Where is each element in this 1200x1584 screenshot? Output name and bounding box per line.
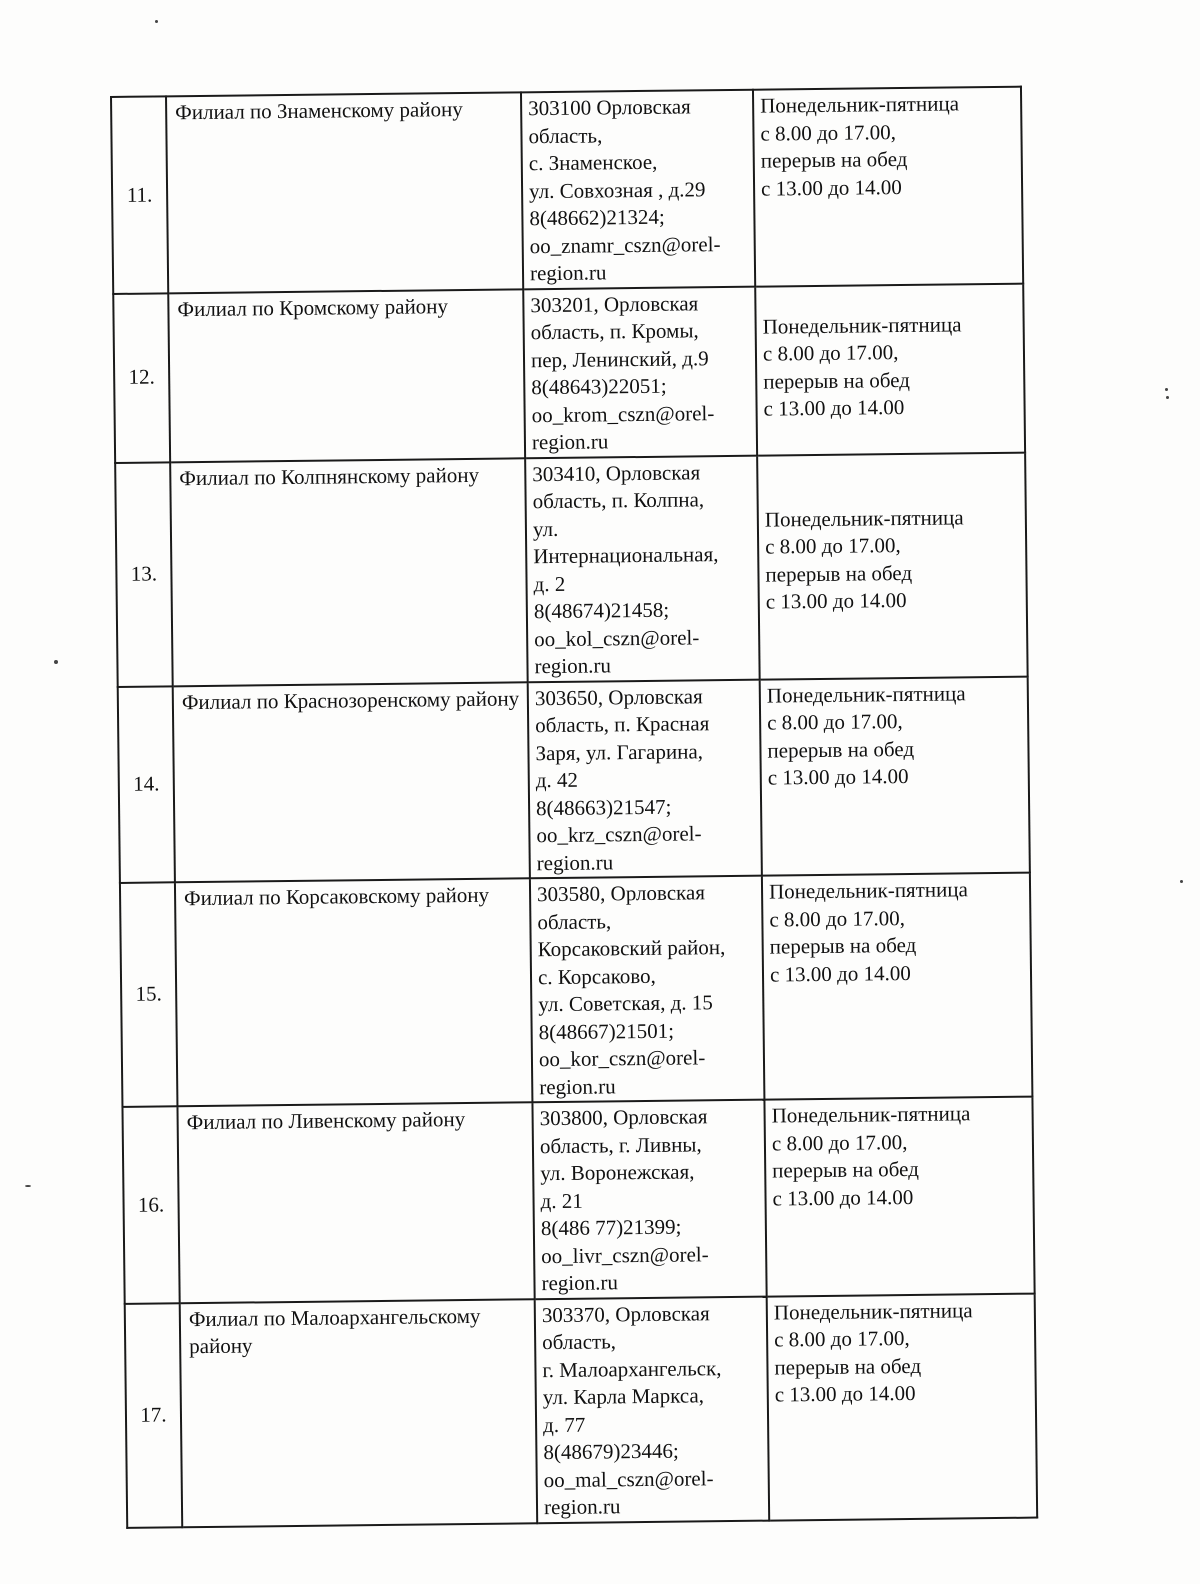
hours-line: Понедельник-пятница bbox=[771, 1101, 971, 1128]
branch-address bbox=[535, 1296, 770, 1523]
branch-name: Филиал по Знаменскому району bbox=[166, 92, 523, 293]
address-line: пер, Ленинский, д.9 bbox=[530, 345, 709, 372]
phone-line: 8(48674)21458; bbox=[533, 597, 670, 624]
hours-line: с 13.00 до 14.00 bbox=[772, 1184, 914, 1211]
row-number: 17. bbox=[125, 1303, 183, 1528]
email-line: oo_kol_cszn@orel- bbox=[534, 624, 700, 651]
address-line: д. 21 bbox=[540, 1188, 583, 1213]
hours-line: перерыв на обед bbox=[765, 560, 913, 587]
hours-line: Понедельник-пятница bbox=[760, 91, 960, 118]
address-line: с. Корсаково, bbox=[537, 963, 656, 989]
address-line: область, bbox=[528, 122, 603, 148]
address-line: д. 42 bbox=[535, 767, 579, 793]
working-hours bbox=[755, 283, 1025, 455]
branch-name: Филиал по Малоархангельскому району bbox=[180, 1299, 538, 1527]
hours-line: с 8.00 до 17.00, bbox=[774, 1326, 910, 1352]
branch-name: Филиал по Кромскому району bbox=[168, 289, 525, 462]
hours-line: Понедельник-пятница bbox=[773, 1297, 973, 1325]
hours-line: с 8.00 до 17.00, bbox=[767, 709, 903, 735]
address-line: 303410, Орловская bbox=[532, 459, 701, 486]
address-line: ул. bbox=[532, 516, 559, 541]
email-line: region.ru bbox=[541, 1270, 619, 1296]
email-line: oo_krom_cszn@orel- bbox=[531, 400, 715, 427]
address-line: область, г. Ливны, bbox=[539, 1131, 702, 1158]
phone-line: 8(48643)22051; bbox=[531, 373, 667, 400]
table-row bbox=[118, 676, 1030, 883]
working-hours bbox=[764, 1097, 1034, 1297]
address-line: ул. Советская, д. 15 bbox=[538, 990, 713, 1017]
hours-line: перерыв на обед bbox=[769, 932, 917, 959]
email-line: region.ru bbox=[539, 1073, 616, 1099]
working-hours bbox=[762, 873, 1033, 1100]
hours-line: с 8.00 до 17.00, bbox=[760, 119, 897, 146]
hours-line: с 13.00 до 14.00 bbox=[774, 1380, 916, 1407]
phone-line: 8(486 77)21399; bbox=[540, 1214, 682, 1241]
address-line: 303100 Орловская bbox=[528, 94, 691, 121]
branch-address bbox=[523, 286, 757, 458]
address-line: область, п. Кромы, bbox=[530, 318, 699, 345]
hours-line: с 8.00 до 17.00, bbox=[762, 340, 899, 366]
working-hours bbox=[753, 87, 1023, 287]
hours-line: с 13.00 до 14.00 bbox=[760, 174, 902, 201]
address-line: 303201, Орловская bbox=[530, 290, 699, 317]
branch-name: Филиал по Краснозоренскому району bbox=[173, 682, 530, 883]
phone-line: 8(48679)23446; bbox=[543, 1438, 679, 1465]
hours-line: перерыв на обед bbox=[763, 367, 911, 394]
hours-line: с 8.00 до 17.00, bbox=[765, 533, 901, 559]
address-line: область, п. Красная bbox=[535, 711, 710, 738]
phone-line: 8(48663)21547; bbox=[535, 794, 672, 820]
hours-line: перерыв на обед bbox=[760, 146, 908, 173]
address-line: ул. Карла Маркса, bbox=[542, 1383, 705, 1410]
hours-line: перерыв на обед bbox=[774, 1353, 922, 1380]
branch-address bbox=[525, 455, 760, 682]
address-line: область, п. Колпна, bbox=[532, 487, 705, 514]
hours-line: Понедельник-пятница bbox=[762, 311, 962, 339]
phone-line: 8(48662)21324; bbox=[529, 204, 665, 231]
hours-line: с 13.00 до 14.00 bbox=[765, 587, 907, 614]
working-hours bbox=[767, 1293, 1038, 1520]
hours-line: с 8.00 до 17.00, bbox=[771, 1129, 908, 1156]
address-line: Заря, ул. Гагарина, bbox=[535, 738, 704, 765]
email-line: region.ru bbox=[534, 653, 612, 679]
row-number: 11. bbox=[111, 96, 168, 293]
working-hours bbox=[760, 676, 1030, 876]
branch-address bbox=[521, 90, 755, 289]
address-line: ул. Совхозная , д.29 bbox=[528, 176, 706, 203]
hours-line: с 13.00 до 14.00 bbox=[769, 960, 911, 987]
address-line: 303370, Орловская bbox=[541, 1300, 710, 1327]
email-line: oo_znamr_cszn@orel- bbox=[529, 231, 721, 258]
table-row bbox=[113, 283, 1025, 462]
address-line: Корсаковский район, bbox=[537, 935, 726, 962]
table-row bbox=[111, 87, 1023, 294]
row-number: 15. bbox=[120, 882, 178, 1107]
email-line: oo_kor_cszn@orel- bbox=[538, 1045, 706, 1072]
branch-address bbox=[532, 1100, 766, 1299]
branch-name: Филиал по Ливенскому району bbox=[177, 1102, 534, 1303]
address-line: д. 77 bbox=[542, 1412, 586, 1437]
table-row bbox=[122, 1097, 1034, 1304]
email-line: oo_livr_cszn@orel- bbox=[541, 1241, 709, 1268]
row-number: 14. bbox=[118, 686, 175, 883]
hours-line: с 8.00 до 17.00, bbox=[769, 905, 906, 932]
row-number: 13. bbox=[115, 462, 173, 687]
email-line: oo_krz_cszn@orel- bbox=[536, 821, 702, 848]
address-line: ул. Воронежская, bbox=[540, 1159, 695, 1186]
address-line: область, bbox=[542, 1329, 617, 1355]
hours-line: перерыв на обед bbox=[772, 1156, 919, 1183]
table-row bbox=[115, 452, 1027, 686]
email-line: oo_mal_cszn@orel- bbox=[543, 1465, 714, 1492]
address-line: 303580, Орловская bbox=[536, 880, 706, 907]
branch-address bbox=[528, 679, 762, 878]
document-sheet bbox=[110, 86, 1036, 1529]
hours-line: перерыв на обед bbox=[767, 736, 915, 763]
hours-line: Понедельник-пятница bbox=[764, 504, 964, 532]
address-line: 303800, Орловская bbox=[539, 1104, 708, 1131]
branches-table bbox=[110, 86, 1038, 1529]
branch-name: Филиал по Корсаковскому району bbox=[175, 878, 533, 1106]
working-hours bbox=[757, 452, 1028, 679]
table-row bbox=[120, 873, 1032, 1107]
address-line: область, bbox=[537, 908, 612, 934]
branch-address bbox=[530, 876, 765, 1103]
hours-line: с 13.00 до 14.00 bbox=[767, 763, 909, 790]
address-line: с. Знаменское, bbox=[528, 149, 658, 176]
hours-line: Понедельник-пятница bbox=[768, 877, 968, 904]
table-row bbox=[125, 1293, 1037, 1527]
row-number: 16. bbox=[122, 1106, 179, 1303]
email-line: region.ru bbox=[529, 260, 607, 286]
address-line: 303650, Орловская bbox=[534, 683, 703, 710]
phone-line: 8(48667)21501; bbox=[538, 1018, 675, 1044]
hours-line: Понедельник-пятница bbox=[766, 680, 966, 708]
branch-name: Филиал по Колпнянскому району bbox=[170, 458, 528, 686]
row-number: 12. bbox=[113, 293, 170, 463]
address-line: д. 2 bbox=[533, 571, 566, 596]
hours-line: с 13.00 до 14.00 bbox=[763, 395, 905, 421]
email-line: region.ru bbox=[543, 1494, 621, 1520]
branches-table-body bbox=[111, 87, 1037, 1528]
address-line: г. Малоархангельск, bbox=[542, 1355, 722, 1382]
email-line: region.ru bbox=[531, 429, 609, 455]
email-line: region.ru bbox=[536, 849, 614, 875]
address-line: Интернациональная, bbox=[533, 542, 719, 569]
